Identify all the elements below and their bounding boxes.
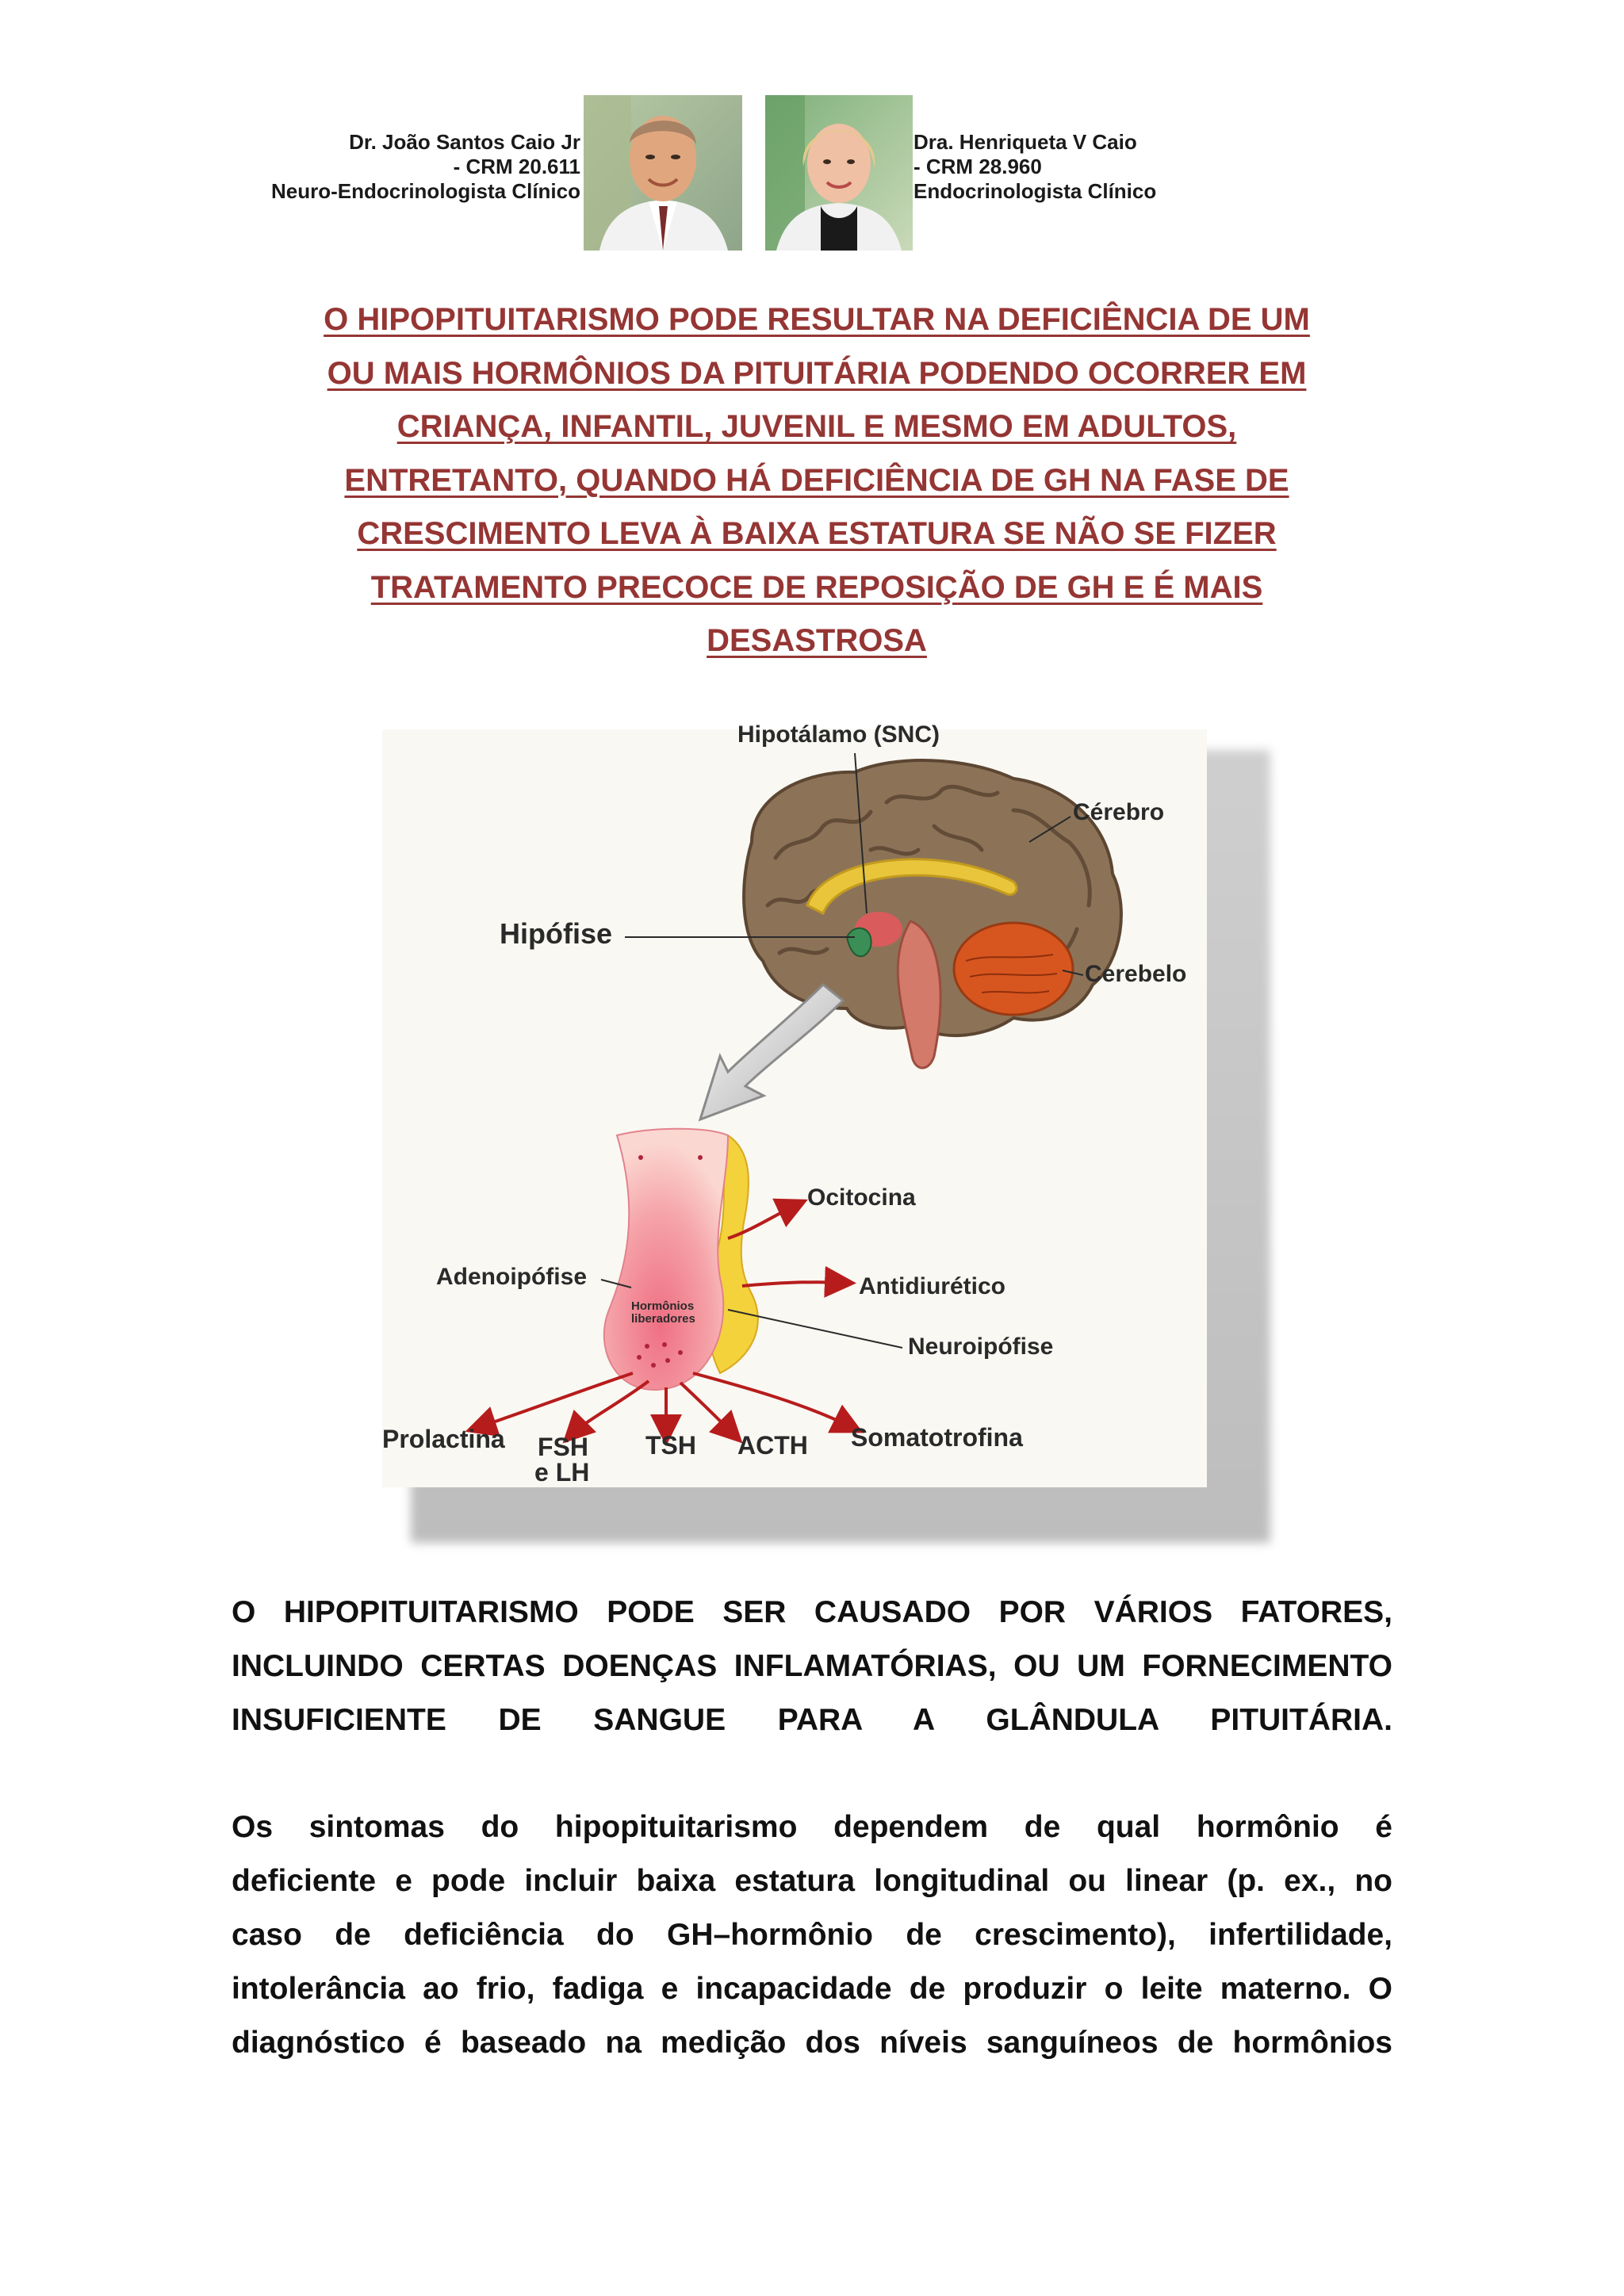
label-hipotalamo: Hipotálamo (SNC) <box>737 723 940 748</box>
doctor-left-name: Dr. João Santos Caio Jr <box>349 130 580 154</box>
label-adenoipofise: Adenoipófise <box>436 1264 588 1290</box>
doctor-left-crm: - CRM 20.611 <box>453 155 580 178</box>
title-line: ENTRETANTO, QUANDO HÁ DEFICIÊNCIA DE GH NA FASE DE <box>344 462 1289 498</box>
label-elh: e LH <box>534 1458 590 1487</box>
paragraph-symptoms <box>232 1800 1392 2070</box>
doctor-right-specialty: Endocrinologista Clínico <box>914 179 1157 203</box>
paragraph-line: INSUFICIENTE DE SANGUE PARA A GLÂNDULA PITUITÁRIA. <box>232 1703 1392 1737</box>
label-acth: ACTH <box>737 1431 808 1460</box>
anterior-lobe <box>604 1129 728 1390</box>
cerebellum <box>954 923 1073 1015</box>
paragraph-causes <box>232 1586 1392 1747</box>
doctor-left-specialty: Neuro-Endocrinologista Clínico <box>270 179 580 203</box>
paragraph-line: diagnóstico é baseado na medição dos níveis sanguíneos de hormônios <box>232 2026 1392 2060</box>
doctor-right-info <box>914 130 1247 204</box>
label-cerebro: Cérebro <box>1073 799 1165 825</box>
label-hormonios-2: liberadores <box>631 1312 695 1326</box>
title-line: O HIPOPITUITARISMO PODE RESULTAR NA DEFICIÊNCIA DE UM <box>324 302 1310 337</box>
page-title <box>206 293 1427 668</box>
label-hormonios-1: Hormônios <box>631 1299 695 1313</box>
title-line: CRIANÇA, INFANTIL, JUVENIL E MESMO EM ADULTOS, <box>396 409 1237 444</box>
doctor-right-crm: - CRM 28.960 <box>914 155 1042 178</box>
pituitary-diagram <box>379 723 1270 1543</box>
arrow-acth <box>680 1383 736 1437</box>
zoom-arrow <box>700 985 843 1119</box>
doctor-left-info <box>238 130 580 204</box>
paragraph-line: O HIPOPITUITARISMO PODE SER CAUSADO POR VÁRIOS FATORES, <box>232 1595 1392 1629</box>
doctor-right-name: Dra. Henriqueta V Caio <box>914 130 1137 154</box>
label-cerebelo: Cerebelo <box>1085 961 1187 987</box>
title-line: DESASTROSA <box>707 623 927 658</box>
title-line: CRESCIMENTO LEVA À BAIXA ESTATURA SE NÃO SE FIZER <box>357 516 1277 551</box>
paragraph-line: deficiente e pode incluir baixa estatura longitudinal ou linear (p. ex., no <box>232 1864 1392 1898</box>
label-somatotrofina: Somatotrofina <box>851 1423 1023 1452</box>
label-fsh: FSH <box>538 1433 588 1461</box>
label-ocitocina: Ocitocina <box>807 1184 916 1211</box>
title-line: OU MAIS HORMÔNIOS DA PITUITÁRIA PODENDO OCORRER EM <box>327 355 1307 391</box>
paragraph-line: intolerância ao frio, fadiga e incapacidade de produzir o leite materno. O <box>232 1972 1392 2006</box>
label-antidiuretico: Antidiurético <box>859 1273 1005 1299</box>
doctor-right-photo <box>765 95 913 251</box>
label-tsh: TSH <box>645 1431 696 1460</box>
label-prolactina: Prolactina <box>382 1425 505 1453</box>
paragraph-line: INCLUINDO CERTAS DOENÇAS INFLAMATÓRIAS, OU UM FORNECIMENTO <box>232 1649 1392 1683</box>
diagram-svg <box>379 723 1270 1543</box>
paragraph-line: Os sintomas do hipopituitarismo dependem de qual hormônio é <box>232 1810 1392 1844</box>
doctor-left-photo <box>584 95 742 251</box>
label-hipofise: Hipófise <box>500 917 613 950</box>
label-neuroipofise: Neuroipófise <box>908 1334 1054 1360</box>
title-line: TRATAMENTO PRECOCE DE REPOSIÇÃO DE GH E É MAIS <box>370 569 1263 605</box>
paragraph-line: caso de deficiência do GH–hormônio de crescimento), infertilidade, <box>232 1918 1392 1952</box>
arrow-prolactina <box>474 1373 633 1429</box>
